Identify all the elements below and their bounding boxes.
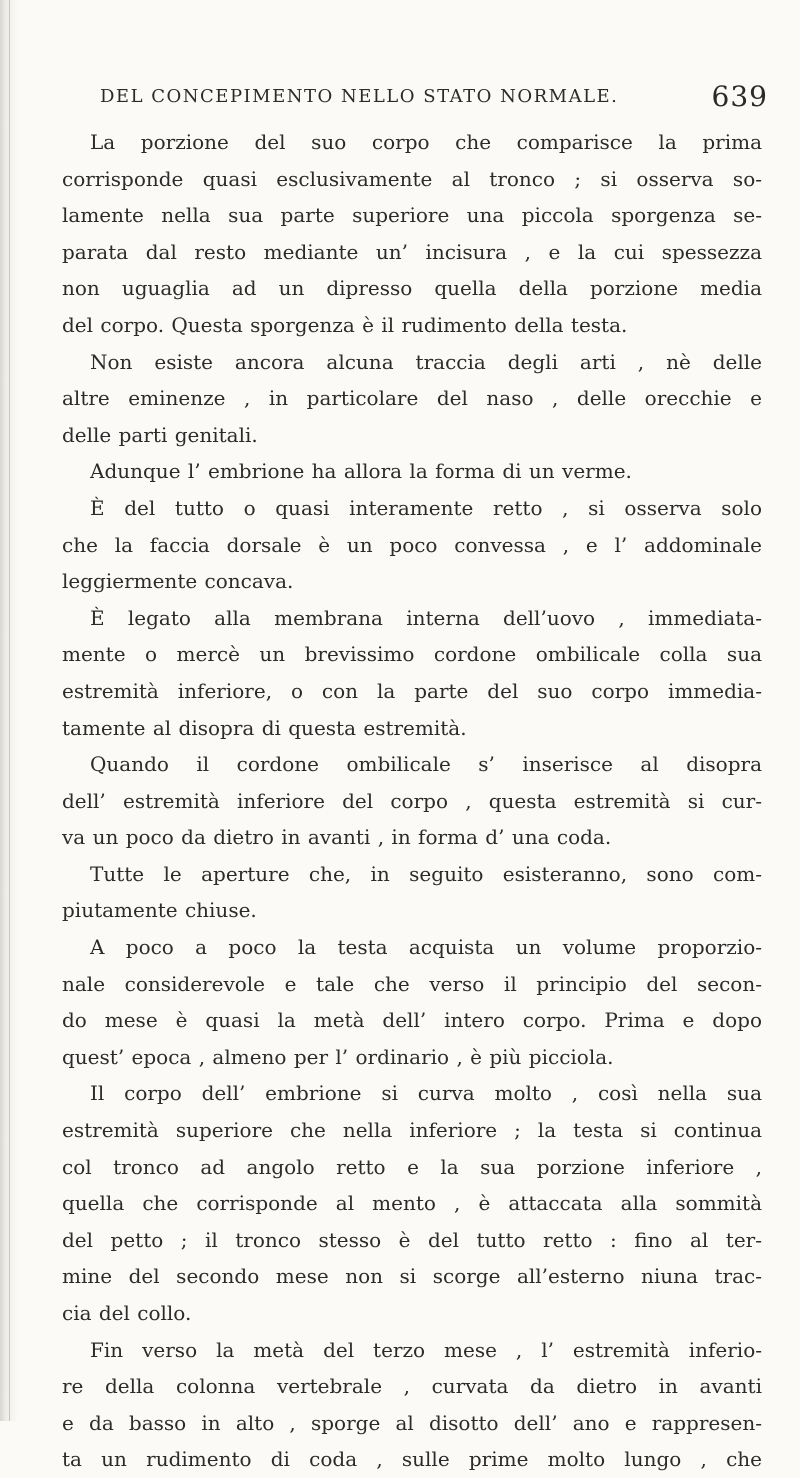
text-line: Fin verso la metà del terzo mese , l’ estremità inferio- bbox=[90, 1337, 762, 1362]
text-line: del petto ; il tronco stesso è del tutto retto : fino al ter- bbox=[62, 1227, 762, 1252]
text-line: È legato alla membrana interna dell’uovo , immediata- bbox=[90, 605, 762, 630]
text-line: mine del secondo mese non si scorge all’esterno niuna trac- bbox=[62, 1264, 762, 1289]
text-line: delle parti genitali. bbox=[62, 422, 258, 447]
text-line: quest’ epoca , almeno per l’ ordinario , è più picciola. bbox=[62, 1044, 614, 1069]
text-line: col tronco ad angolo retto e la sua porzione inferiore , bbox=[62, 1154, 762, 1179]
page-binding-edge-line bbox=[9, 0, 10, 1421]
text-line: ta un rudimento di coda , sulle prime molto lungo , che bbox=[62, 1447, 762, 1472]
body-text bbox=[62, 124, 762, 1478]
text-line: do mese è quasi la metà dell’ intero corpo. Prima e dopo bbox=[62, 1008, 762, 1033]
text-line: mente o mercè un brevissimo cordone ombilicale colla sua bbox=[62, 642, 762, 667]
page-number: 639 bbox=[711, 80, 768, 113]
text-line: estremità superiore che nella inferiore ; la testa si continua bbox=[62, 1118, 762, 1143]
text-line: A poco a poco la testa acquista un volume proporzio- bbox=[90, 935, 762, 960]
text-line: Adunque l’ embrione ha allora la forma di un verme. bbox=[90, 459, 632, 484]
text-line: nale considerevole e tale che verso il principio del secon- bbox=[62, 971, 762, 996]
text-line: che la faccia dorsale è un poco convessa , e l’ addominale bbox=[62, 532, 762, 557]
text-line: La porzione del suo corpo che comparisce la prima bbox=[90, 130, 762, 154]
text-line: corrisponde quasi esclusivamente al tronco ; si osserva so- bbox=[62, 166, 762, 191]
text-line: quella che corrisponde al mento , è attaccata alla sommità bbox=[62, 1191, 762, 1216]
text-line: dell’ estremità inferiore del corpo , questa estremità si cur- bbox=[62, 788, 762, 813]
text-line: non uguaglia ad un dipresso quella della porzione media bbox=[62, 276, 762, 301]
text-line: cia del collo. bbox=[62, 1301, 192, 1325]
text-line: va un poco da dietro in avanti , in forma d’ una coda. bbox=[62, 825, 612, 850]
text-line: e da basso in alto , sporge al disotto dell’ ano e rappresen- bbox=[62, 1410, 762, 1435]
text-line: re della colonna vertebrale , curvata da dietro in avanti bbox=[62, 1374, 762, 1399]
text-line: lamente nella sua parte superiore una piccola sporgenza se- bbox=[62, 203, 762, 228]
text-line: altre eminenze , in particolare del naso , delle orecchie e bbox=[62, 386, 762, 411]
text-line: tamente al disopra di questa estremità. bbox=[62, 715, 467, 740]
text-line: parata dal resto mediante un’ incisura , e la cui spessezza bbox=[62, 239, 762, 264]
text-line: Tutte le aperture che, in seguito esisteranno, sono com- bbox=[90, 861, 762, 886]
running-title: DEL CONCEPIMENTO NELLO STATO NORMALE. bbox=[100, 86, 619, 107]
text-line: Il corpo dell’ embrione si curva molto , così nella sua bbox=[90, 1081, 762, 1106]
text-line: È del tutto o quasi interamente retto , si osserva solo bbox=[90, 495, 762, 520]
text-line: del corpo. Questa sporgenza è il rudimento della testa. bbox=[62, 312, 628, 337]
text-line: Quando il cordone ombilicale s’ inserisce al disopra bbox=[90, 752, 762, 777]
text-line: piutamente chiuse. bbox=[62, 898, 257, 923]
text-line: Non esiste ancora alcuna traccia degli arti , nè delle bbox=[90, 349, 762, 374]
text-line: estremità inferiore, o con la parte del suo corpo immedia- bbox=[62, 678, 762, 703]
text-line: leggiermente concava. bbox=[62, 569, 294, 594]
running-head bbox=[100, 80, 780, 120]
